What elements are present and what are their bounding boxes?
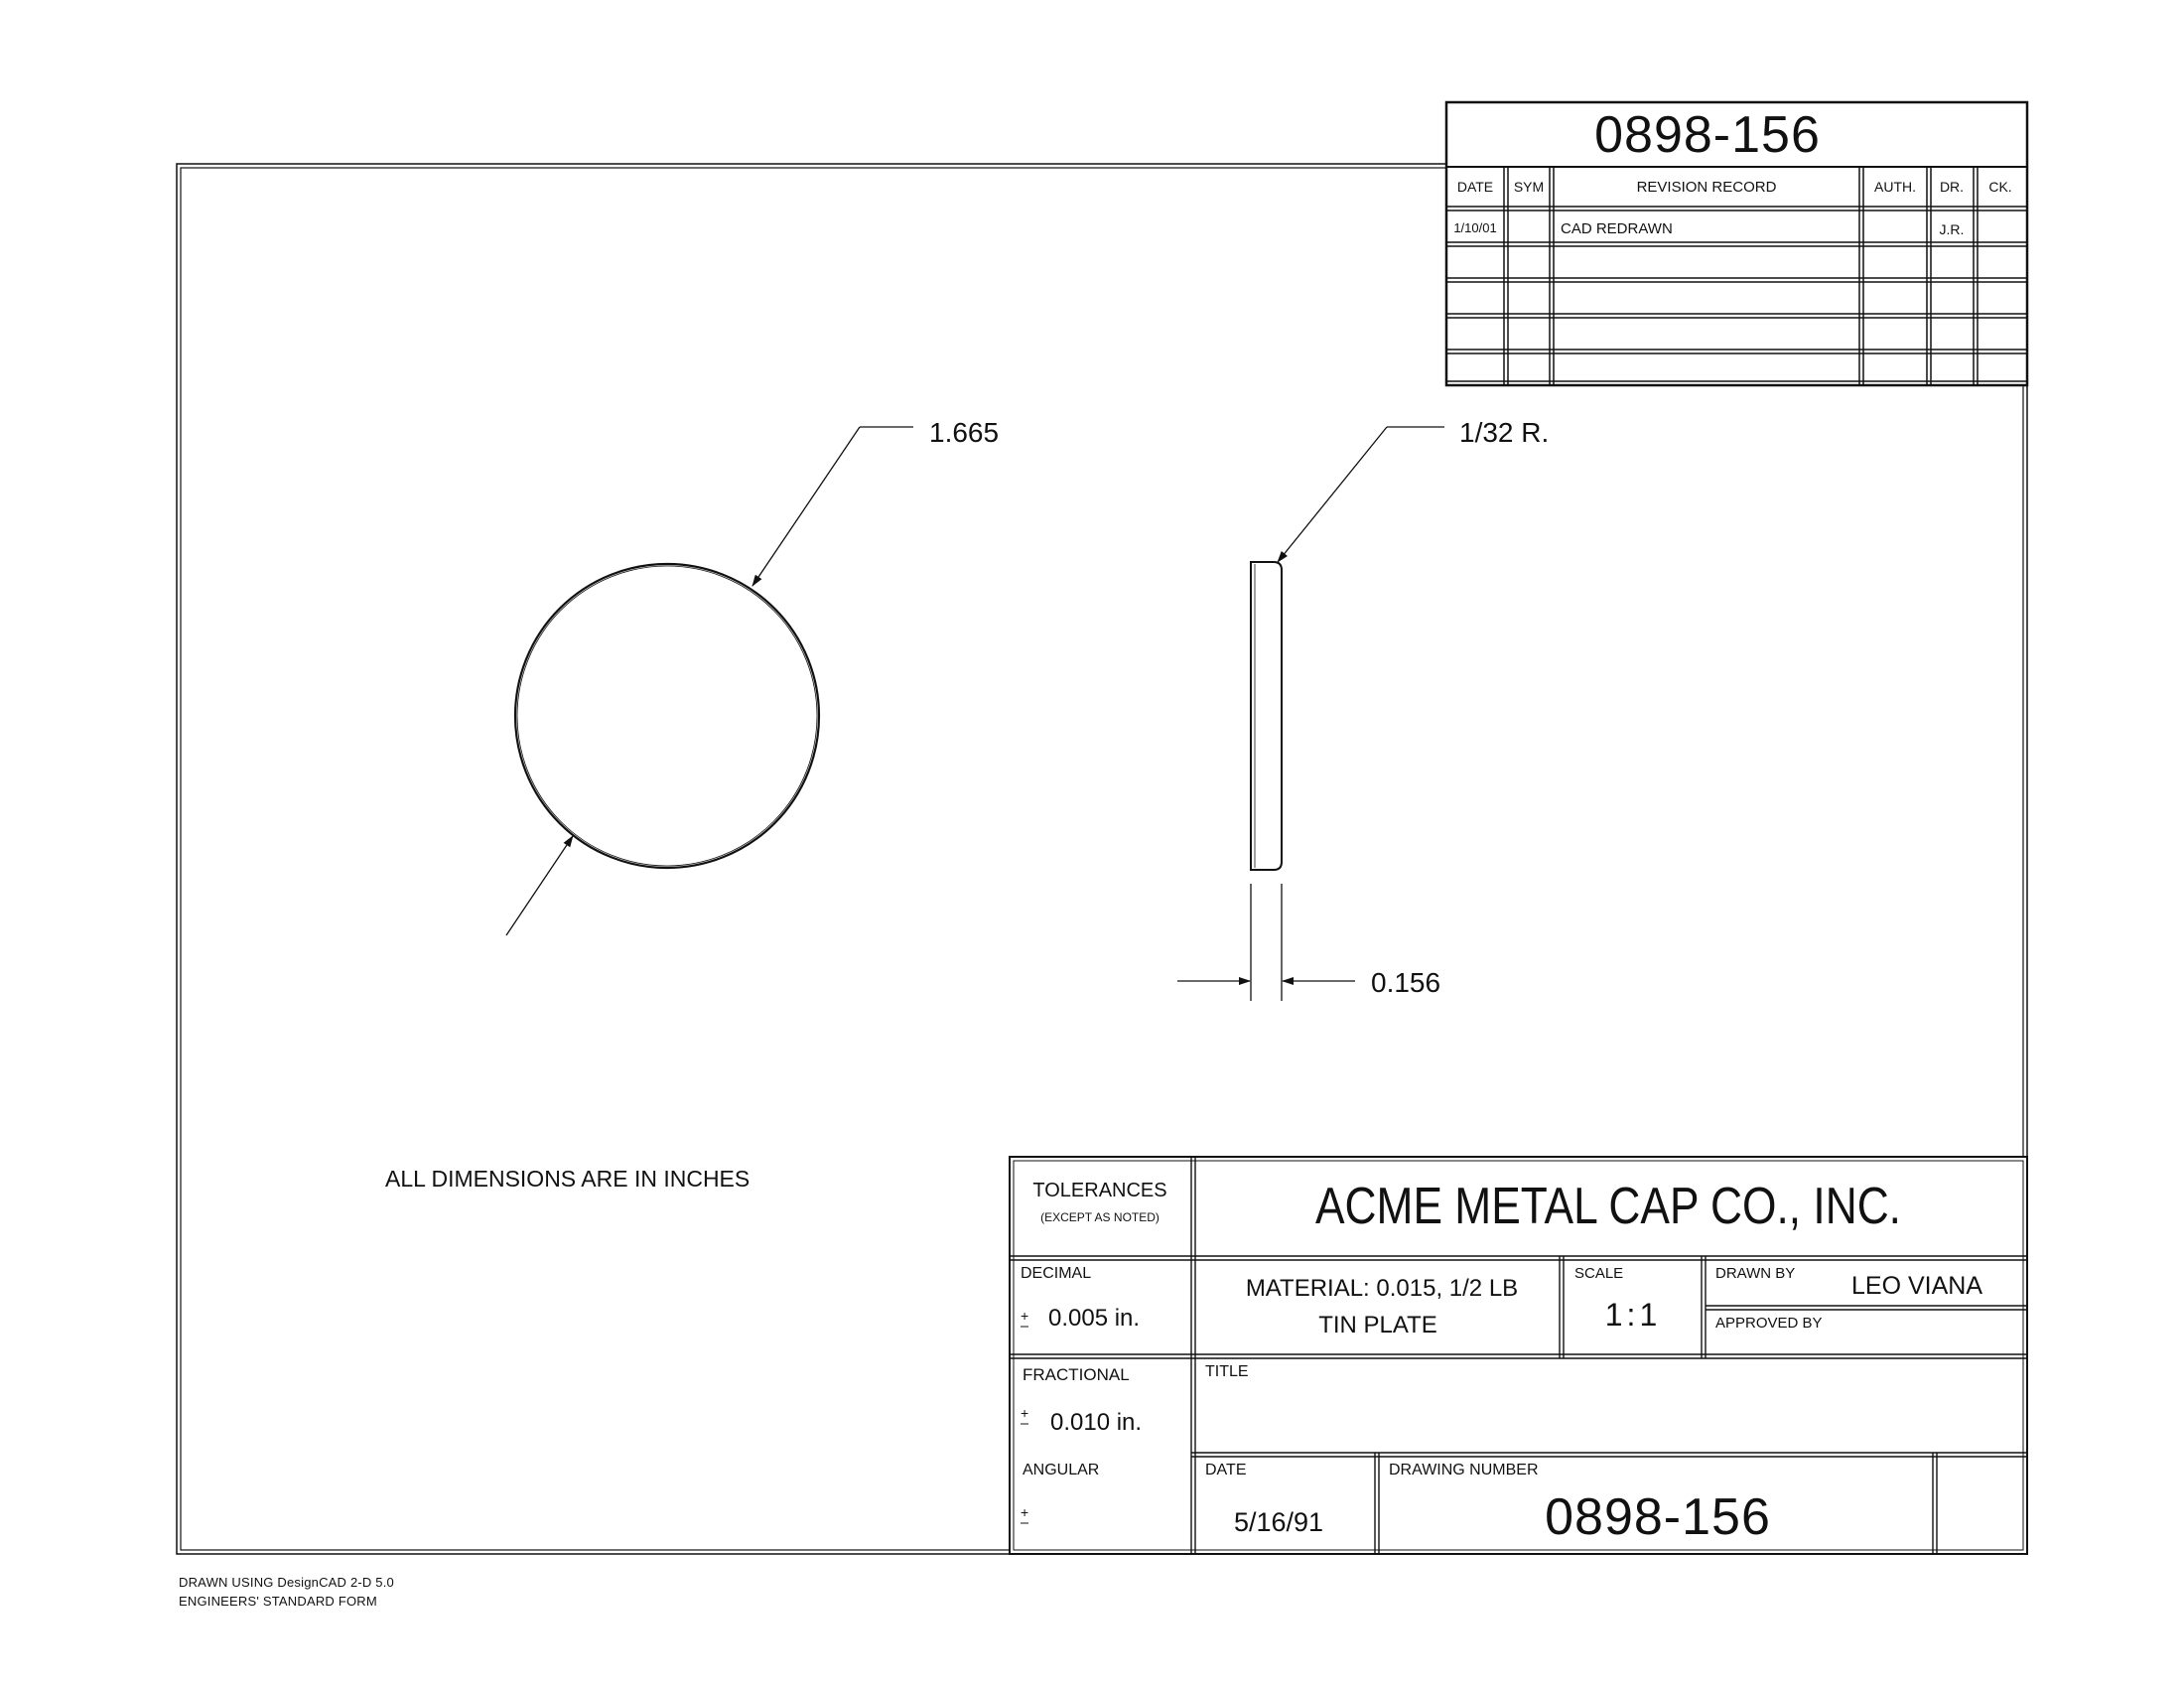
- approved-by-label: APPROVED BY: [1715, 1315, 1823, 1332]
- disc-face-view: [506, 417, 999, 935]
- disc-edge-view: [1177, 417, 1549, 1001]
- revision-row-date: 1/10/01: [1453, 220, 1497, 235]
- company-name: ACME METAL CAP CO., INC.: [1315, 1178, 1901, 1235]
- tolerances-sub: (EXCEPT AS NOTED): [1040, 1210, 1160, 1224]
- diameter-dimension: 1.665: [929, 417, 1000, 448]
- scale-label: SCALE: [1574, 1265, 1624, 1282]
- disc-edge-outline: [1251, 562, 1282, 870]
- decimal-pm: +: [1021, 1308, 1029, 1324]
- revision-header-auth: AUTH.: [1874, 179, 1916, 195]
- fractional-pm: +: [1021, 1405, 1029, 1421]
- decimal-value: 0.005 in.: [1048, 1305, 1141, 1332]
- radius-dimension: 1/32 R.: [1459, 417, 1550, 448]
- revision-header-dr: DR.: [1939, 179, 1965, 195]
- footer-form-note: ENGINEERS' STANDARD FORM: [179, 1594, 377, 1609]
- material-line-2: TIN PLATE: [1318, 1312, 1437, 1338]
- date-value: 5/16/91: [1233, 1507, 1324, 1537]
- fractional-value: 0.010 in.: [1050, 1409, 1143, 1436]
- thickness-dimension: 0.156: [1371, 967, 1441, 998]
- scale-value: 1:1: [1604, 1297, 1662, 1333]
- disc-outline: [515, 564, 819, 868]
- diameter-leader-upper: [752, 427, 860, 586]
- drawing-number-label: DRAWING NUMBER: [1389, 1462, 1539, 1478]
- title-label: TITLE: [1205, 1363, 1249, 1380]
- revision-header-ck: CK.: [1988, 179, 2012, 195]
- angular-label: ANGULAR: [1023, 1462, 1100, 1478]
- revision-header-sym: SYM: [1513, 179, 1545, 195]
- tolerances-label: TOLERANCES: [1032, 1180, 1167, 1201]
- material-line-1: MATERIAL: 0.015, 1/2 LB: [1245, 1275, 1519, 1302]
- revision-row-record: CAD REDRAWN: [1561, 220, 1673, 237]
- revision-block: [1446, 102, 2027, 385]
- revision-header-record: REVISION RECORD: [1636, 179, 1777, 196]
- drawn-by-label: DRAWN BY: [1715, 1265, 1796, 1282]
- top-drawing-number: 0898-156: [1594, 106, 1821, 164]
- title-block: [1010, 1157, 2027, 1554]
- drawn-by-value: LEO VIANA: [1851, 1272, 1982, 1300]
- date-label: DATE: [1205, 1462, 1247, 1478]
- decimal-label: DECIMAL: [1021, 1265, 1092, 1282]
- fractional-label: FRACTIONAL: [1023, 1365, 1130, 1384]
- diameter-leader-lower: [506, 836, 573, 935]
- drawing-number-value: 0898-156: [1545, 1488, 1771, 1546]
- footer-software-note: DRAWN USING DesignCAD 2-D 5.0: [179, 1575, 394, 1590]
- angular-pm: +: [1021, 1504, 1029, 1520]
- revision-row-dr: J.R.: [1939, 221, 1965, 237]
- radius-leader: [1278, 427, 1387, 562]
- units-note: ALL DIMENSIONS ARE IN INCHES: [385, 1166, 751, 1192]
- revision-header-date: DATE: [1456, 179, 1494, 195]
